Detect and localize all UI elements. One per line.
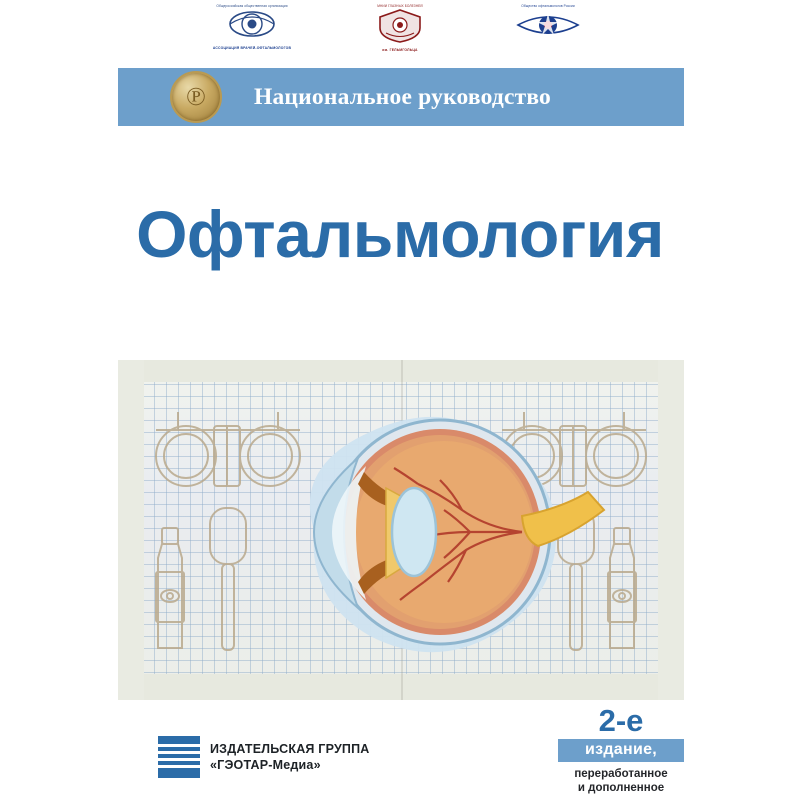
emblem-association-ophthalmologists [204,4,300,60]
eye-star-emblem-icon [515,9,581,46]
edition-subline-1: переработанное [574,768,668,780]
edition-number: 2-е [598,703,644,738]
emblem-caption: Общество офтальмологов России [521,4,575,8]
cover-illustration [118,360,684,700]
page-title: Офтальмология [136,197,664,271]
edition-word: издание, [558,739,684,762]
crest-emblem-icon [377,9,423,48]
emblem-name: АССОЦИАЦИЯ ВРАЧЕЙ-ОФТАЛЬМОЛОГОВ [212,46,292,50]
eye-emblem-icon [224,9,280,46]
medal-glyph: ℗ [186,82,206,111]
occluder-paddle-left [210,508,246,650]
emblem-caption: МНИИ ГЛАЗНЫХ БОЛЕЗНЕЙ [377,4,423,8]
emblem-name: им. ГЕЛЬМГОЛЬЦА [382,48,418,52]
edition-subline-2: и дополненное [577,782,665,794]
emblem-caption: Общероссийская общественная организация [216,4,288,8]
illustration-artwork [118,360,684,700]
series-title: Национальное руководство [254,83,552,110]
publisher-block [158,736,370,778]
edition-block [558,703,684,795]
publisher-line-1: ИЗДАТЕЛЬСКАЯ ГРУППА [210,742,370,756]
medal-icon [170,71,222,123]
emblem-helmholtz-institute [352,4,448,60]
geotar-media-logo-icon [158,736,200,778]
series-banner [118,68,684,126]
emblem-society-ophthalmologists-russia [500,4,596,60]
eye-drop-bottle-left [156,528,184,648]
emblem-row [0,4,800,62]
phoropter-outline-left [156,412,300,486]
eye-drop-bottle-right [608,528,636,648]
publisher-line-2: «ГЭОТАР-Медиа» [210,758,321,772]
